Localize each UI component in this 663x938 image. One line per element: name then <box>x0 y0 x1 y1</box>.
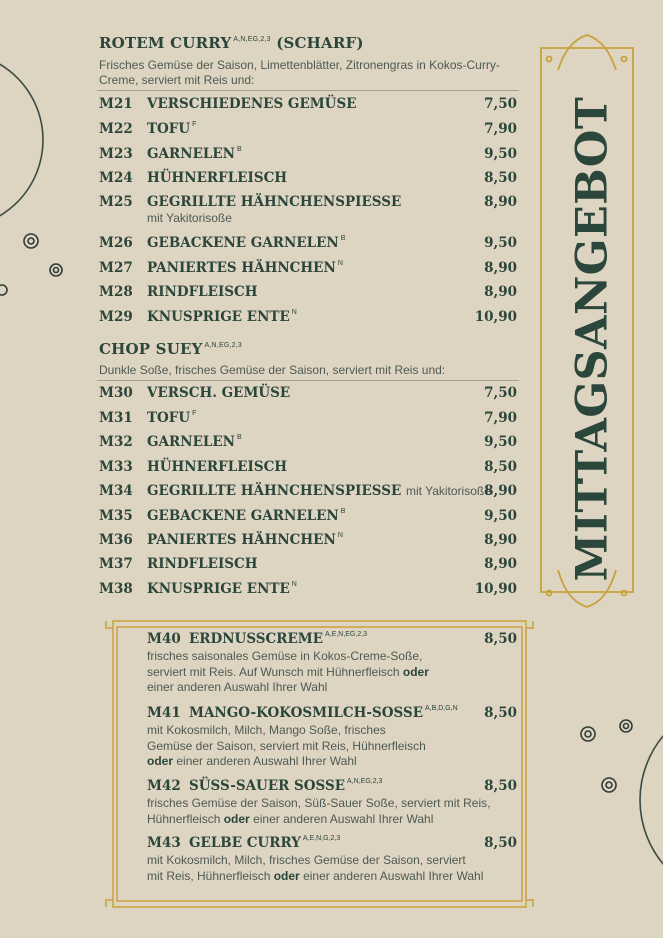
divider <box>97 90 519 91</box>
allergen-code: N <box>337 260 343 267</box>
item-price: 8,50 <box>484 705 517 721</box>
menu-item <box>99 96 517 116</box>
item-name: MANGO-KOKOSMILCH-SOSSE $^{A,B,D,G,N}$ <box>189 705 458 721</box>
menu-item <box>99 309 517 329</box>
allergen-code: A,N,EG,2,3 <box>347 778 383 785</box>
menu-item-special: M41 MANGO-KOKOSMILCH-SOSSE $^{A,B,D,G,N}$ 8,50 mit Kokosmilch, Milch, Mango Soße, frisches Gemüse der Saison, serviert mit Reis, Hühnerfleisch oder einer anderen Auswahl Ihrer Wahl <box>147 705 517 768</box>
item-code: M37 <box>99 556 133 572</box>
item-code: M43 <box>147 835 181 851</box>
spicy-tag: (SCHARF) <box>276 34 364 52</box>
allergen-code: A,E,N,G,2,3 <box>302 835 341 842</box>
item-code: M34 <box>99 483 133 499</box>
item-name: GEGRILLTE HÄHNCHENSPIESSE <box>147 194 402 210</box>
right-circle-decoration <box>640 700 663 900</box>
item-code: M29 <box>99 309 133 325</box>
item-price: 7,50 <box>484 385 517 401</box>
menu-item <box>99 146 517 166</box>
item-price: 8,50 <box>484 459 517 475</box>
item-name: TOFU $^F$ <box>147 410 197 426</box>
item-code: M25 <box>99 194 133 210</box>
item-price: 7,50 <box>484 96 517 112</box>
allergen-code: F <box>192 121 197 128</box>
item-name: HÜHNERFLEISCH <box>147 170 288 186</box>
item-name: GELBE CURRY $^{A,E,N,G,2,3}$ <box>189 835 341 851</box>
item-name: GEGRILLTE HÄHNCHENSPIESSE mit Yakitorisoße <box>147 483 491 499</box>
item-code: M33 <box>99 459 133 475</box>
item-name: GEBACKENE GARNELEN $^B$ <box>147 508 346 524</box>
section-description: Dunkle Soße, frisches Gemüse der Saison, serviert mit Reis und: <box>99 363 446 377</box>
menu-item <box>99 410 517 430</box>
item-code: M35 <box>99 508 133 524</box>
item-code: M24 <box>99 170 133 186</box>
left-circle-decoration <box>0 52 43 228</box>
item-price: 8,90 <box>484 194 517 210</box>
menu-item <box>99 483 517 503</box>
item-code: M30 <box>99 385 133 401</box>
menu-item <box>99 434 517 454</box>
allergen-code: B <box>340 235 346 242</box>
menu-item <box>99 260 517 280</box>
menu-item <box>99 532 517 552</box>
item-name: PANIERTES HÄHNCHEN $^N$ <box>147 532 343 548</box>
item-price: 9,50 <box>484 434 517 450</box>
item-code: M40 <box>147 631 181 647</box>
item-price: 9,50 <box>484 146 517 162</box>
item-name: GARNELEN $^B$ <box>147 434 242 450</box>
item-code: M27 <box>99 260 133 276</box>
section-title-chop-suey: CHOP SUEY $^{A,N,EG,2,3}$ <box>99 340 242 358</box>
item-price: 8,50 <box>484 778 517 794</box>
item-price: 8,90 <box>484 483 517 499</box>
item-name: RINDFLEISCH <box>147 556 258 572</box>
item-price: 10,90 <box>474 309 517 325</box>
menu-item <box>99 284 517 304</box>
menu-item <box>99 385 517 405</box>
allergen-code: B <box>236 434 242 441</box>
item-code: M26 <box>99 235 133 251</box>
divider <box>97 380 519 381</box>
menu-item <box>99 581 517 601</box>
menu-item <box>99 556 517 576</box>
menu-item-special: M40 ERDNUSSCREME $^{A,E,N,EG,2,3}$ 8,50 frisches saisonales Gemüse in Kokos-Creme-Soße, serviert mit Reis. Auf Wunsch mit Hühnerfleisch oder einer anderen Auswahl Ihrer Wahl <box>147 631 517 694</box>
allergen-code: B <box>340 508 346 515</box>
item-code: M21 <box>99 96 133 112</box>
item-name: GARNELEN $^B$ <box>147 146 242 162</box>
item-name: RINDFLEISCH <box>147 284 258 300</box>
item-price: 9,50 <box>484 235 517 251</box>
item-name: ERDNUSSCREME $^{A,E,N,EG,2,3}$ <box>189 631 368 647</box>
item-name: PANIERTES HÄHNCHEN $^N$ <box>147 260 343 276</box>
item-code: M22 <box>99 121 133 137</box>
item-price: 8,90 <box>484 556 517 572</box>
menu-item-special: M43 GELBE CURRY $^{A,E,N,G,2,3}$ 8,50 mit Kokosmilch, Milch, frisches Gemüse der Saison, serviert mit Reis, Hühnerfleisch oder einer anderen Auswahl Ihrer Wahl <box>147 835 517 883</box>
item-name: KNUSPRIGE ENTE $^N$ <box>147 581 297 597</box>
item-name: KNUSPRIGE ENTE $^N$ <box>147 309 297 325</box>
allergen-code: N <box>291 581 297 588</box>
item-name: VERSCHIEDENES GEMÜSE <box>147 96 357 112</box>
banner-title: MITTAGSANGEBOT <box>567 96 618 582</box>
item-name: HÜHNERFLEISCH <box>147 459 288 475</box>
item-name: TOFU $^F$ <box>147 121 197 137</box>
item-code: M41 <box>147 705 181 721</box>
item-code: M42 <box>147 778 181 794</box>
allergen-code: N <box>291 309 297 316</box>
item-code: M31 <box>99 410 133 426</box>
allergen-code: A,E,N,EG,2,3 <box>325 631 368 638</box>
item-price: 10,90 <box>474 581 517 597</box>
menu-item <box>99 194 517 225</box>
menu-item <box>99 170 517 190</box>
item-sub: mit Yakitorisoße <box>147 211 232 225</box>
menu-item <box>99 121 517 141</box>
item-price: 8,90 <box>484 284 517 300</box>
item-price: 9,50 <box>484 508 517 524</box>
item-code: M36 <box>99 532 133 548</box>
item-name: GEBACKENE GARNELEN $^B$ <box>147 235 346 251</box>
allergen-code: B <box>236 146 242 153</box>
item-price: 8,50 <box>484 631 517 647</box>
menu-item-special: M42 SÜSS-SAUER SOSSE $^{A,N,EG,2,3}$ 8,50 frisches Gemüse der Saison, Süß-Sauer Soße, serviert mit Reis, Hühnerfleisch oder einer anderen Auswahl Ihrer Wahl <box>147 778 517 826</box>
item-code: M38 <box>99 581 133 597</box>
item-sub: mit Yakitorisoße <box>405 484 491 498</box>
item-code: M28 <box>99 284 133 300</box>
item-code: M23 <box>99 146 133 162</box>
item-price: 8,90 <box>484 532 517 548</box>
allergen-code: A,B,D,G,N <box>425 705 458 712</box>
item-price: 8,50 <box>484 170 517 186</box>
menu-item <box>99 459 517 479</box>
menu-item <box>99 508 517 528</box>
banner <box>512 89 663 589</box>
item-price: 7,90 <box>484 410 517 426</box>
item-code: M32 <box>99 434 133 450</box>
item-name: SÜSS-SAUER SOSSE $^{A,N,EG,2,3}$ <box>189 778 383 794</box>
allergen-code: N <box>337 532 343 539</box>
item-price: 8,50 <box>484 835 517 851</box>
section-description: Frisches Gemüse der Saison, Limettenblätter, Zitronengras in Kokos-Curry-Creme, serviert mit Reis und: <box>99 58 500 87</box>
item-price: 8,90 <box>484 260 517 276</box>
allergen-code: F <box>192 410 197 417</box>
section-title-rotem-curry: ROTEM CURRY $^{A,N,EG,2,3}$ (SCHARF) <box>99 34 364 52</box>
item-price: 7,90 <box>484 121 517 137</box>
item-name: VERSCH. GEMÜSE <box>147 385 291 401</box>
menu-item <box>99 235 517 255</box>
